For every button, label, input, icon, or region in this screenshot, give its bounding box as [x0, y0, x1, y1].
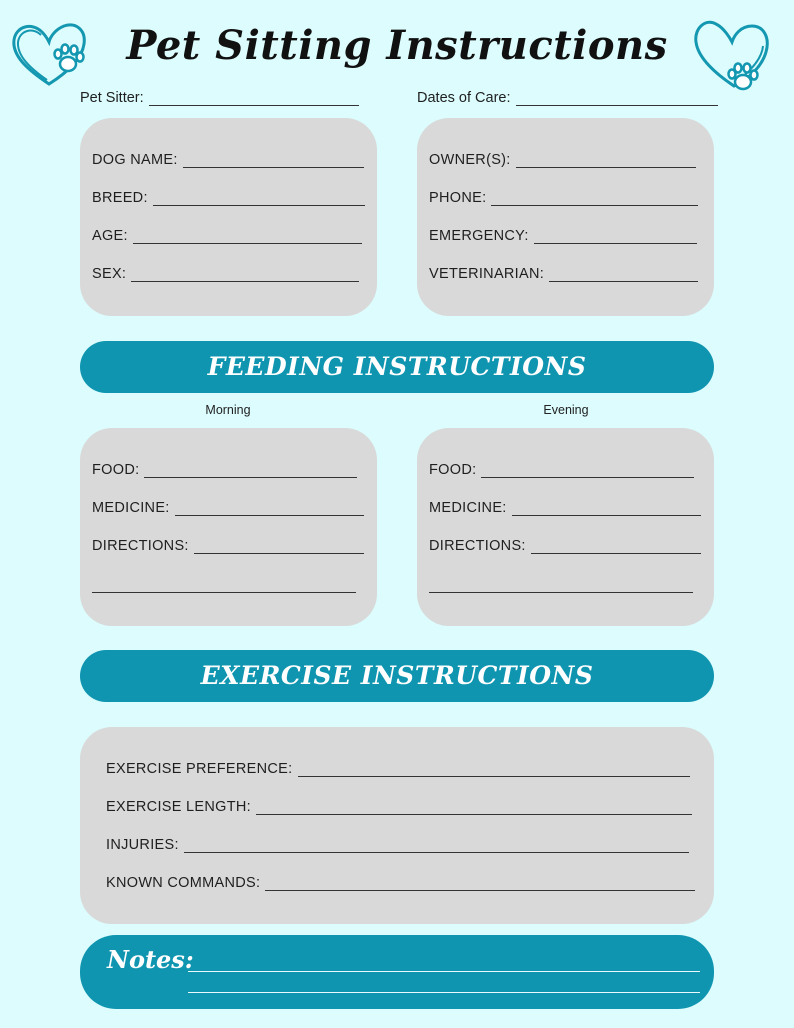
morning-directions-field[interactable]: [92, 538, 364, 554]
exercise-preference-field[interactable]: [106, 761, 690, 777]
morning-extra-line[interactable]: [92, 592, 356, 593]
veterinarian-field[interactable]: [429, 266, 698, 282]
dog-name-line[interactable]: [183, 153, 364, 168]
dog-name-label: DOG NAME:: [92, 152, 178, 168]
exercise-length-line[interactable]: [256, 800, 692, 815]
exercise-preference-line[interactable]: [298, 762, 691, 777]
injuries-line[interactable]: [184, 838, 689, 853]
injuries-field[interactable]: [106, 837, 689, 853]
morning-medicine-line[interactable]: [175, 501, 364, 516]
exercise-length-label: EXERCISE LENGTH:: [106, 799, 251, 815]
veterinarian-line[interactable]: [549, 267, 698, 282]
evening-medicine-field[interactable]: [429, 500, 701, 516]
breed-label: BREED:: [92, 190, 148, 206]
pet-sitter-line[interactable]: [149, 91, 359, 106]
known-commands-line[interactable]: [265, 876, 695, 891]
evening-medicine-line[interactable]: [512, 501, 701, 516]
exercise-preference-label: EXERCISE PREFERENCE:: [106, 761, 293, 777]
sex-line[interactable]: [131, 267, 359, 282]
dates-of-care-field[interactable]: [417, 90, 718, 106]
pet-sitter-field[interactable]: [80, 90, 359, 106]
notes-line-1[interactable]: [188, 971, 700, 972]
morning-food-label: FOOD:: [92, 462, 140, 478]
owners-field[interactable]: [429, 152, 696, 168]
known-commands-field[interactable]: [106, 875, 695, 891]
evening-extra-line[interactable]: [429, 592, 693, 593]
morning-feeding-box: [80, 428, 377, 626]
notes-label: Notes:: [107, 945, 194, 974]
morning-medicine-label: MEDICINE:: [92, 500, 170, 516]
dates-of-care-line[interactable]: [516, 91, 718, 106]
known-commands-label: KNOWN COMMANDS:: [106, 875, 261, 891]
evening-label: Evening: [543, 403, 589, 417]
phone-label: PHONE:: [429, 190, 487, 206]
feeding-instructions-banner: FEEDING INSTRUCTIONS: [80, 341, 714, 393]
evening-food-label: FOOD:: [429, 462, 477, 478]
owners-line[interactable]: [516, 153, 696, 168]
exercise-box: [80, 727, 714, 924]
sex-field[interactable]: [92, 266, 359, 282]
dog-name-field[interactable]: [92, 152, 364, 168]
morning-label: Morning: [205, 403, 251, 417]
pet-sitter-label: Pet Sitter:: [80, 90, 144, 106]
evening-directions-line[interactable]: [531, 539, 701, 554]
notes-box: [80, 935, 714, 1009]
evening-food-field[interactable]: [429, 462, 694, 478]
veterinarian-label: VETERINARIAN:: [429, 266, 545, 282]
phone-field[interactable]: [429, 190, 698, 206]
age-label: AGE:: [92, 228, 128, 244]
breed-field[interactable]: [92, 190, 365, 206]
dog-info-box: [80, 118, 377, 316]
morning-directions-label: DIRECTIONS:: [92, 538, 189, 554]
owners-label: OWNER(S):: [429, 152, 511, 168]
morning-food-line[interactable]: [144, 463, 357, 478]
morning-medicine-field[interactable]: [92, 500, 364, 516]
emergency-label: EMERGENCY:: [429, 228, 529, 244]
injuries-label: INJURIES:: [106, 837, 179, 853]
notes-line-2[interactable]: [188, 992, 700, 993]
phone-line[interactable]: [491, 191, 698, 206]
morning-food-field[interactable]: [92, 462, 357, 478]
emergency-line[interactable]: [534, 229, 697, 244]
evening-directions-field[interactable]: [429, 538, 701, 554]
evening-directions-label: DIRECTIONS:: [429, 538, 526, 554]
morning-directions-line[interactable]: [194, 539, 364, 554]
dates-of-care-label: Dates of Care:: [417, 90, 511, 106]
age-line[interactable]: [133, 229, 362, 244]
sex-label: SEX:: [92, 266, 127, 282]
page-title: Pet Sitting Instructions: [126, 22, 668, 69]
emergency-field[interactable]: [429, 228, 697, 244]
exercise-length-field[interactable]: [106, 799, 692, 815]
evening-medicine-label: MEDICINE:: [429, 500, 507, 516]
age-field[interactable]: [92, 228, 362, 244]
evening-food-line[interactable]: [481, 463, 694, 478]
owner-info-box: [417, 118, 714, 316]
evening-feeding-box: [417, 428, 714, 626]
breed-line[interactable]: [153, 191, 365, 206]
exercise-instructions-banner: EXERCISE INSTRUCTIONS: [80, 650, 714, 702]
